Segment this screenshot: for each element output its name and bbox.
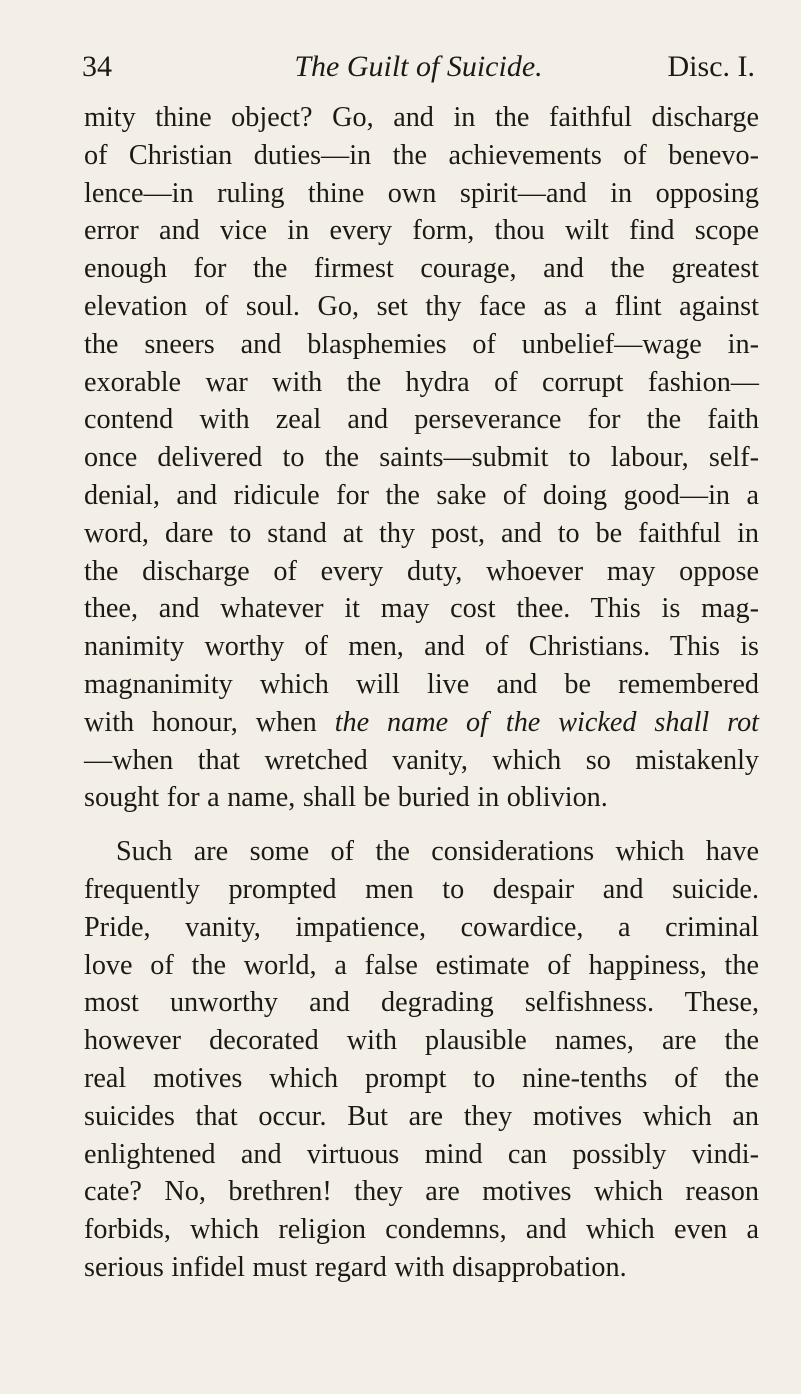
- text-line: mity thine object? Go, and in the faithful discharge: [84, 102, 759, 133]
- text-line: serious infidel must regard with disapprobation.: [84, 1251, 627, 1283]
- paragraph-2: [84, 833, 759, 1287]
- text-line: of Christian duties—in the achievements of benevo-: [84, 139, 759, 171]
- text-line: elevation of soul. Go, set thy face as a flint against: [84, 290, 759, 322]
- text-line: the sneers and blasphemies of unbelief—wage in-: [84, 328, 759, 360]
- text-line: error and vice in every form, thou wilt find scope: [84, 215, 759, 247]
- text-line: denial, and ridicule for the sake of doing good—in a: [84, 479, 759, 511]
- text-line: cate? No, brethren! they are motives which reason: [84, 1176, 759, 1208]
- text-fragment: with honour, when: [84, 706, 335, 738]
- text-line: love of the world, a false estimate of happiness, the: [84, 949, 759, 981]
- text-line: Such are some of the considerations which have: [116, 836, 759, 868]
- text-line: real motives which prompt to nine-tenths of the: [84, 1062, 759, 1094]
- italic-quotation: the name of the wicked shall rot: [334, 706, 759, 738]
- text-line: contend with zeal and perseverance for the faith: [84, 404, 759, 436]
- text-line: however decorated with plausible names, are the: [84, 1025, 759, 1057]
- running-head: [82, 50, 755, 90]
- text-line: Pride, vanity, impatience, cowardice, a criminal: [84, 911, 759, 943]
- text-line: frequently prompted men to despair and suicide.: [84, 873, 759, 905]
- paragraph-1: [84, 99, 759, 817]
- text-line: lence—in ruling thine own spirit—and in opposing: [84, 177, 759, 209]
- text-line: suicides that occur. But are they motives which an: [84, 1100, 759, 1132]
- body-text: [84, 99, 759, 1287]
- text-line: once delivered to the saints—submit to labour, self-: [84, 442, 759, 474]
- text-line: thee, and whatever it may cost thee. This is mag-: [84, 593, 759, 625]
- text-line: enough for the firmest courage, and the greatest: [84, 253, 759, 285]
- text-line: the discharge of every duty, whoever may oppose: [84, 555, 759, 587]
- text-line-with-quote: [84, 704, 759, 742]
- text-line: most unworthy and degrading selfishness. These,: [84, 987, 759, 1019]
- page-number: 34: [82, 50, 112, 83]
- text-line: word, dare to stand at thy post, and to be faithful in: [84, 517, 759, 549]
- section-label: Disc. I.: [667, 50, 755, 83]
- text-line: —when that wretched vanity, which so mistakenly: [84, 744, 759, 776]
- text-line: magnanimity which will live and be remembered: [84, 668, 759, 700]
- text-line: nanimity worthy of men, and of Christians. This is: [84, 631, 759, 663]
- text-line: enlightened and virtuous mind can possibly vindi-: [84, 1138, 759, 1170]
- text-line: sought for a name, shall be buried in oblivion.: [84, 782, 608, 814]
- text-line: exorable war with the hydra of corrupt fashion—: [84, 366, 759, 398]
- text-line: forbids, which religion condemns, and which even a: [84, 1214, 759, 1246]
- running-title: The Guilt of Suicide.: [294, 50, 543, 83]
